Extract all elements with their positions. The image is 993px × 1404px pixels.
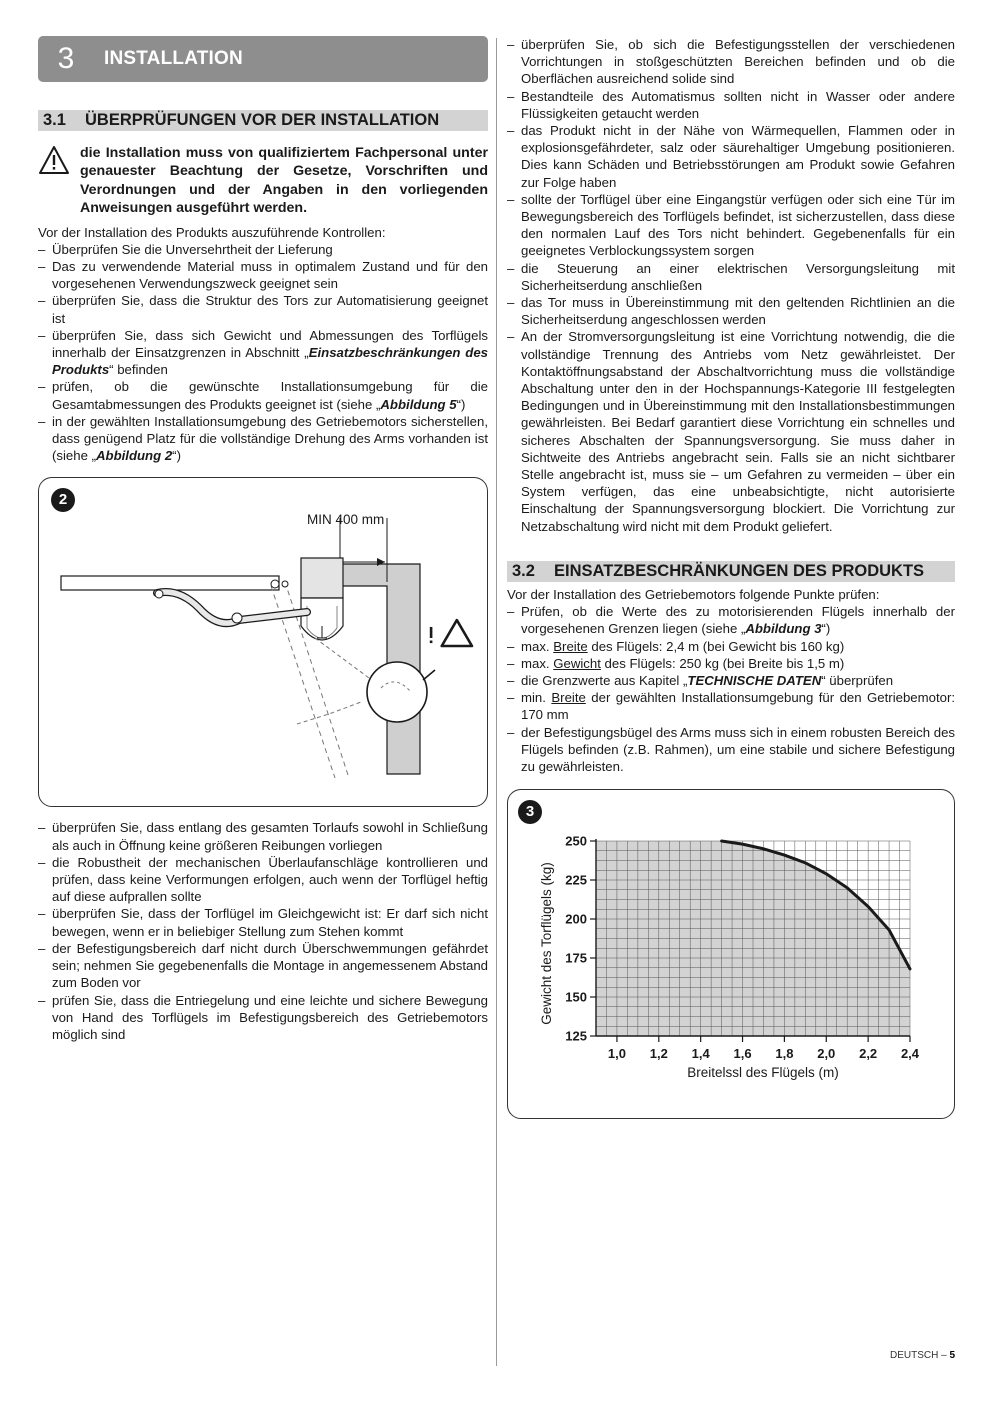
y-tick-label: 175: [565, 950, 587, 966]
x-tick-label: 2,2: [859, 1046, 878, 1062]
list-item: – sollte der Torflügel über eine Eingangstür verfügen oder sich eine Tür im Bewegungsbereich des Torflügels befindet, ist sicherzustellen, dass diese den normalen Lauf des Tors nicht behindert. Gegebenenfalls für ein geeignetes Verblockungssystem sorgen: [507, 191, 955, 260]
list-item: – überprüfen Sie, dass entlang des gesamten Torlaufs sowohl in Schließung als auch in Öffnung keine größeren Reibungen vorliegen: [38, 819, 488, 853]
cross-reference-link[interactable]: Abbildung 3: [745, 621, 822, 637]
figure-number-badge: 3: [518, 800, 542, 824]
chapter-title: INSTALLATION: [104, 48, 243, 70]
section-number: 3.1: [43, 110, 66, 129]
list-item: – prüfen, ob die gewünschte Installationsumgebung für die Gesamtabmessungen des Produkts geeignet ist (siehe „Abbildung 5“): [38, 378, 488, 412]
y-tick-label: 125: [565, 1028, 587, 1044]
min-distance-label: MIN 400 mm: [307, 512, 385, 528]
list-item: – max. Breite des Flügels: 2,4 m (bei Gewicht bis 160 kg): [507, 638, 955, 655]
list-item: – das Produkt nicht in der Nähe von Wärmequellen, Flammen oder in explosionsgefährdeter, salz oder säurehaltiger Umgebung positionieren. Dies kann Schäden und Betriebsstörungen am Produkt sowie Gefahren zur Folge haben: [507, 122, 955, 191]
list-item: – überprüfen Sie, ob sich die Befestigungsstellen der verschiedenen Vorrichtungen in stoßgeschützten Bereichen befinden und ob die Oberflächen ausreichend solide sind: [507, 36, 955, 88]
cross-reference-link[interactable]: TECHNISCHE DATEN: [687, 672, 822, 688]
list-item: – der Befestigungsbereich darf nicht durch Überschwemmungen gefährdet sein; nehmen Sie gegebenenfalls die Montage in angemessenem Abstand zum Boden vor: [38, 940, 488, 992]
figure-2: [38, 477, 488, 807]
chapter-header: [38, 36, 488, 82]
page-number: 5: [949, 1350, 955, 1361]
x-tick-label: 1,4: [691, 1046, 710, 1062]
list-item: – die Steuerung an einer elektrischen Versorgungsleitung mit Sicherheitserdung anschließen: [507, 260, 955, 294]
chapter-number: 3: [57, 42, 75, 76]
x-tick-label: 1,0: [607, 1046, 626, 1062]
right-column: [507, 36, 955, 1131]
limits-intro: Vor der Installation des Getriebemotors folgende Punkte prüfen:: [507, 586, 880, 602]
list-item: – in der gewählten Installationsumgebung des Getriebemotors sicherstellen, dass genügend Platz für die vollständige Drehung des Arms vorhanden ist (siehe „Abbildung 2“): [38, 413, 488, 465]
y-tick-label: 200: [565, 911, 587, 927]
list-item: – Das zu verwendende Material muss in optimalem Zustand und für den vorgesehenen Verwendungszweck geeignet sein: [38, 258, 488, 292]
section-3-2-header: [507, 561, 955, 583]
x-tick-label: 2,0: [817, 1046, 836, 1062]
section-title: ÜBERPRÜFUNGEN VOR DER INSTALLATION: [85, 110, 440, 129]
list-item: – die Grenzwerte aus Kapitel „TECHNISCHE DATEN“ überprüfen: [507, 672, 955, 689]
section-number: 3.2: [512, 561, 535, 580]
limits-list: [507, 603, 955, 775]
cross-reference-link[interactable]: Einsatzbeschränkungen des Produkts: [52, 345, 488, 378]
figure-number-badge: 2: [51, 488, 75, 512]
y-tick-label: 225: [565, 872, 587, 888]
column-divider: [496, 38, 497, 1366]
list-item: – max. Gewicht des Flügels: 250 kg (bei Breite bis 1,5 m): [507, 655, 955, 672]
x-tick-label: 1,6: [733, 1046, 752, 1062]
y-tick-label: 150: [565, 989, 587, 1005]
checks-list-b: [38, 819, 488, 1043]
left-column: [38, 36, 488, 1043]
x-tick-label: 1,8: [775, 1046, 794, 1062]
checks-list-c: [507, 36, 955, 535]
figure-3: [507, 789, 955, 1119]
warning-icon: [38, 144, 80, 218]
checks-list-a: [38, 241, 488, 465]
warning-text: die Installation muss von qualifiziertem Fachpersonal unter genauester Beachtung der Gesetze, Vorschriften und Verordnungen und der Angaben in den vorliegenden Anweisungen ausgeführt werden.: [80, 145, 488, 217]
footer-language: DEUTSCH –: [889, 1350, 950, 1361]
list-item: – überprüfen Sie, dass der Torflügel im Gleichgewicht ist: Er darf sich nicht bewegen, wenn er in beliebiger Stellung zum Stehen kommt: [38, 905, 488, 939]
list-item: – An der Stromversorgungsleitung ist eine Vorrichtung notwendig, die die vollständige Trennung des Antriebs vom Netz gewährleistet. Der Kontaktöffnungsabstand der Abschaltvorrichtung muss die vollständige Abschaltung unter den in der Hochspannungs-Kategorie III festgelegten Bedingungen und in Übereinstimmung mit den Installationsbestimmungen gewährleisten. Bei Bedarf garantiert diese Vorrichtung ein schnelles und sicheres Abschalten der Spannungsversorgung. Sie muss daher in Sichtweite des Antriebs angebracht sein. Falls sie an nicht sichtbarer Stelle angebracht ist, muss sie – um Gefahren zu vermeiden – über ein System verfügen, das eine unbeabsichtigte, nicht autorisierte Einschaltung der Spannungsversorgung blockiert. Die Vorrichtung zur Netzabschaltung wird nicht mit dem Produkt geliefert.: [507, 328, 955, 534]
cross-reference-link[interactable]: Abbildung 2: [95, 448, 173, 464]
section-3-1-header: [38, 110, 488, 132]
y-axis-label: Gewicht des Torflügels (kg): [539, 862, 554, 1025]
x-tick-label: 2,4: [900, 1046, 920, 1062]
weight-width-chart: [508, 790, 954, 1118]
list-item: – der Befestigungsbügel des Arms muss sich in einem robusten Bereich des Flügels befinden (z.B. Rahmen), um eine stabile und sichere Befestigung zu gewährleisten.: [507, 724, 955, 776]
gate-opener-drawing: [39, 478, 487, 806]
list-item: – prüfen Sie, dass die Entriegelung und eine leichte und sichere Bewegung von Hand des Torflügels im Befestigungsbereich des Getriebemotors möglich sind: [38, 992, 488, 1044]
section-title: EINSATZBESCHRÄNKUNGEN DES PRODUKTS: [554, 561, 925, 580]
list-item: – das Tor muss in Übereinstimmung mit den geltenden Richtlinien an die Sicherheitserdung angeschlossen werden: [507, 294, 955, 328]
list-item: – überprüfen Sie, dass sich Gewicht und Abmessungen des Torflügels innerhalb der Einsatzgrenzen in Abschnitt „Einsatzbeschränkungen des Produkts“ befinden: [38, 327, 488, 379]
x-tick-label: 1,2: [649, 1046, 668, 1062]
warning-block: [38, 144, 488, 218]
cross-reference-link[interactable]: Abbildung 5: [380, 396, 457, 412]
y-tick-label: 250: [565, 833, 587, 849]
list-item: – Prüfen, ob die Werte des zu motorisierenden Flügels innerhalb der vorgesehenen Grenzen liegen (siehe „Abbildung 3“): [507, 603, 955, 637]
list-item: – Bestandteile des Automatismus sollten nicht in Wasser oder andere Flüssigkeiten getaucht werden: [507, 88, 955, 122]
page-footer: [890, 1350, 955, 1361]
list-item: – min. Breite der gewählten Installationsumgebung für den Getriebemotor: 170 mm: [507, 689, 955, 723]
checks-intro: Vor der Installation des Produkts auszuführende Kontrollen:: [38, 224, 386, 240]
x-axis-label: Breitelssl des Flügels (m): [687, 1065, 839, 1081]
list-item: – überprüfen Sie, dass die Struktur des Tors zur Automatisierung geeignet ist: [38, 292, 488, 326]
list-item: – Überprüfen Sie die Unversehrtheit der Lieferung: [38, 241, 488, 258]
list-item: – die Robustheit der mechanischen Überlaufanschläge kontrollieren und prüfen, dass keine Verformungen erfolgen, auch wenn der Torflügel heftig auf diese aufprallen sollte: [38, 854, 488, 906]
